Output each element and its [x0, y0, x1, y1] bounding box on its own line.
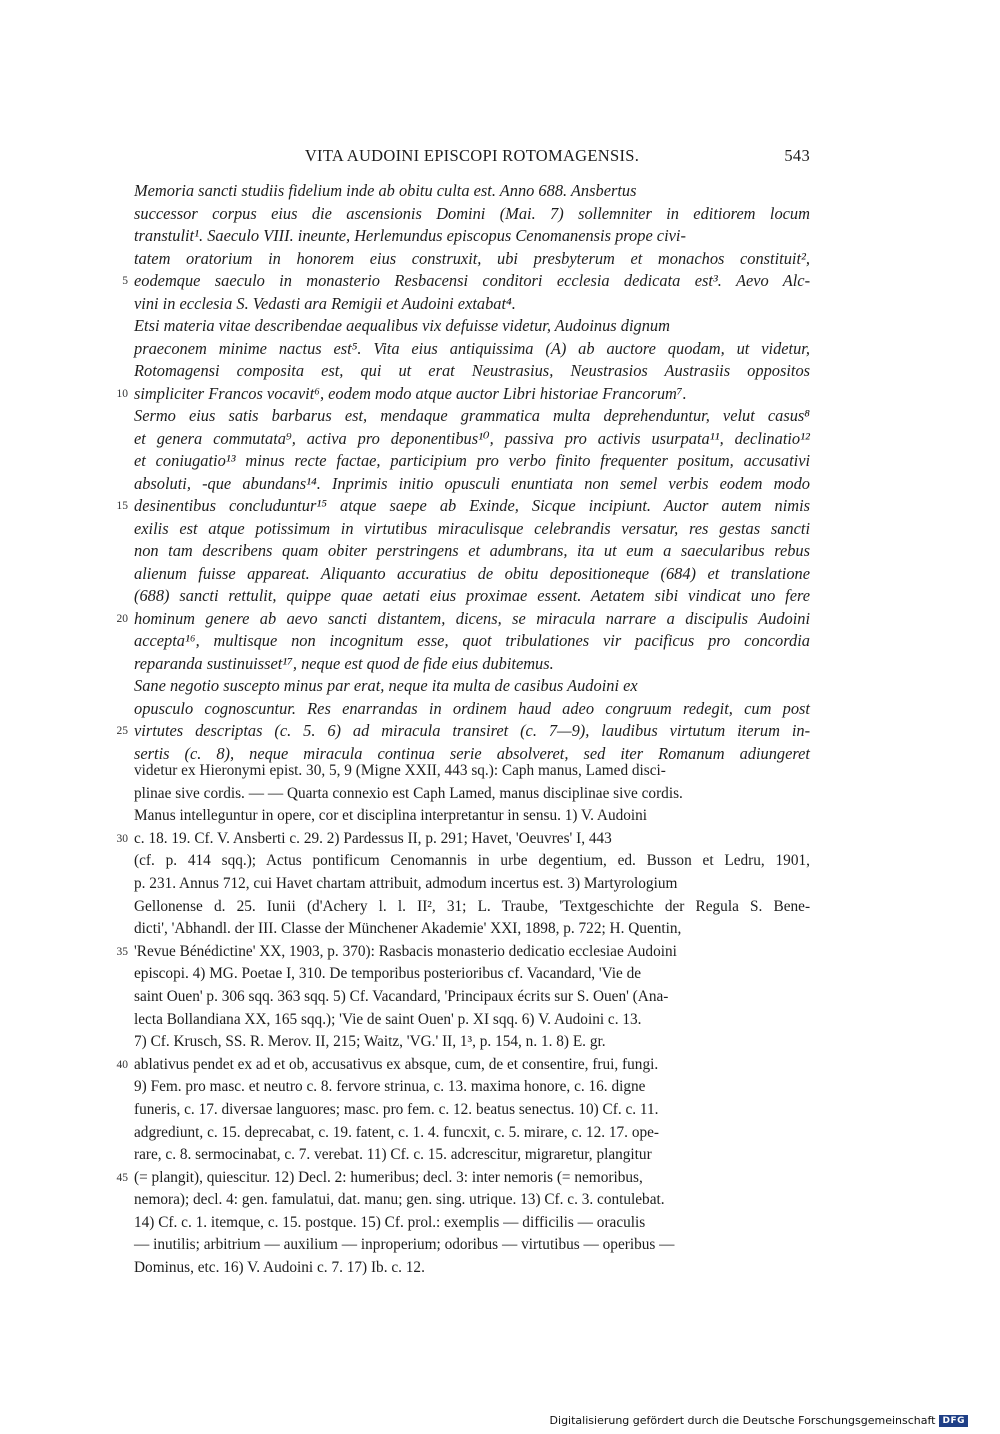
text-line [122, 270, 811, 293]
line-text: — inutilis; arbitrium — auxilium — inproperium; odoribus — virtutibus — operibus — [134, 1236, 675, 1254]
footnotes [116, 760, 811, 1280]
footnote-line [134, 850, 810, 873]
text-line [134, 180, 810, 203]
line-number: 25 [116, 725, 128, 737]
footnote-line [134, 918, 810, 941]
footnote-line [134, 805, 810, 828]
footnote-line [134, 1122, 810, 1145]
line-text: (688) sancti rettulit, quippe quae aetati eius proximae essent. Aetatem sibi vindicat uno fere [134, 586, 811, 605]
line-text: adgrediunt, c. 15. deprecabat, c. 19. fatent, c. 1. 4. funcxit, c. 5. mirare, c. 12. 17. ope- [134, 1123, 660, 1141]
footnote-line [134, 783, 810, 806]
line-text: praeconem minime nactus est⁵. Vita eius antiquissima (A) ab auctore quodam, ut videtur, [134, 338, 810, 358]
text-line [116, 383, 810, 406]
line-text: Sermo eius satis barbarus est, mendaque grammatica multa deprehenduntur, velut casus⁸ [134, 406, 810, 425]
line-text: tatem oratorium in honorem eius construxit, ubi presbyterum et monachos constituit², [134, 248, 811, 268]
footnote-line [134, 1009, 810, 1032]
text-line [134, 360, 810, 383]
line-text: nemora); decl. 4: gen. famulatui, dat. manu; gen. sing. utrique. 13) Cf. c. 3. contulebat. [134, 1191, 665, 1209]
line-text: Etsi materia vitae describendae aequalibus vix defuisse videtur, Audoinus dignum [134, 316, 670, 335]
text-line [134, 518, 810, 541]
line-text: plinae sive cordis. — — Quarta connexio est Caph Lamed, manus disciplinae sive cordis. [134, 784, 683, 802]
line-text: ablativus pendet ex ad et ob, accusativus ex absque, cum, de et consentire, frui, fungi. [134, 1055, 659, 1073]
line-text: simpliciter Francos vocavit⁶, eodem modo atque auctor Libri historiae Francorum⁷. [134, 383, 687, 403]
line-text: saint Ouen' p. 306 sqq. 363 sqq. 5) Cf. Vacandard, 'Principaux écrits sur S. Ouen' (Ana- [134, 987, 669, 1005]
text-line [134, 293, 810, 316]
footnote-line [134, 963, 810, 986]
footnote-line [116, 828, 810, 851]
main-text [116, 180, 811, 765]
line-text: Sane negotio suscepto minus par erat, neque ita multa de casibus Audoini ex [134, 676, 638, 695]
line-text: episcopi. 4) MG. Poetae I, 310. De temporibus posterioribus cf. Vacandard, 'Vie de [134, 965, 642, 983]
footnote-line [134, 1212, 810, 1235]
line-text: 14) Cf. c. 1. itemque, c. 15. postque. 15) Cf. prol.: exemplis — difficilis — oraculis [134, 1213, 646, 1231]
line-number: 5 [122, 275, 128, 287]
text-line [134, 653, 810, 676]
line-number: 35 [116, 945, 128, 958]
text-line [116, 608, 811, 631]
line-text: eodemque saeculo in monasterio Resbacensi conditori ecclesia dedicata est³. Aevo Alc- [134, 271, 811, 290]
line-text: desinentibus concluduntur¹⁵ atque saepe ab Exinde, Sicque incipiunt. Auctor autem nimis [134, 496, 811, 515]
line-text: 7) Cf. Krusch, SS. R. Merov. II, 215; Waitz, 'VG.' II, 1³, p. 154, n. 1. 8) E. gr. [134, 1033, 606, 1051]
line-text: Memoria sancti studiis fidelium inde ab obitu culta est. Anno 688. Ansbertus [134, 181, 637, 200]
line-text: accepta¹⁶, multisque non incognitum esse, quot tribulationes vir pacificus pro concordia [134, 631, 810, 650]
line-text: exilis est atque potissimum in virtutibus miraculisque celebrandis versatur, res gestas sancti [134, 518, 810, 538]
line-text: lecta Bollandiana XX, 165 sqq.); 'Vie de saint Ouen' p. XI sqq. 6) V. Audoini c. 13. [134, 1010, 642, 1028]
line-text: rare, c. 8. sermocinabat, c. 7. verebat. 11) Cf. c. 15. adcrescitur, migraretur, plangitur [134, 1146, 652, 1164]
footnote-line [134, 1031, 810, 1054]
line-text: (cf. p. 414 sqq.); Actus pontificum Cenomannis in urbe degentium, ed. Busson et Ledru, 1901, [134, 852, 810, 870]
line-text: funeris, c. 17. diversae languores; masc. pro fem. c. 12. beatus senectus. 10) Cf. c. 11. [134, 1100, 659, 1118]
line-text: 9) Fem. pro masc. et neutro c. 8. fervore strinua, c. 13. maxima honore, c. 16. digne [134, 1078, 646, 1096]
text-line [134, 585, 810, 608]
footnote-line [134, 1099, 810, 1122]
text-line [134, 225, 810, 248]
text-line [134, 315, 810, 338]
running-head [134, 146, 810, 170]
line-number: 30 [116, 832, 128, 845]
line-text: absoluti, -que abundans¹⁴. Inprimis initio opusculi enuntiata non semel verbis eodem modo [134, 473, 811, 493]
line-text: sertis (c. 8), neque miracula continua serie absolveret, sed iter Romanum adiungeret [134, 743, 810, 763]
footnote-line [134, 1257, 810, 1280]
footnote-line [134, 1076, 810, 1099]
text-line [134, 450, 810, 473]
text-line [134, 698, 810, 721]
line-text: Gellonense d. 25. Iunii (d'Achery l. l. II², 31; L. Traube, 'Textgeschichte der Regula S. Bene- [134, 897, 811, 915]
line-text: transtulit¹. Saeculo VIII. ineunte, Herlemundus episcopus Cenomanensis prope civi- [134, 226, 686, 245]
line-text: p. 231. Annus 712, cui Havet chartam attribuit, admodum incertus est. 3) Martyrologium [134, 874, 678, 892]
text-line [134, 203, 810, 226]
footnote-line [134, 1189, 810, 1212]
line-text: Rotomagensi composita est, qui ut erat Neustrasius, Neustrasios Austrasiis oppositos [134, 361, 811, 380]
text-line [134, 563, 810, 586]
line-number: 15 [116, 500, 128, 512]
line-text: (= plangit), quiescitur. 12) Decl. 2: humeribus; decl. 3: inter nemoris (= nemoribus, [134, 1168, 643, 1186]
footnote-line [134, 1234, 810, 1257]
line-text: successor corpus eius die ascensionis Domini (Mai. 7) sollemniter in editiorem locum [134, 203, 810, 223]
line-text: c. 18. 19. Cf. V. Ansberti c. 29. 2) Pardessus II, p. 291; Havet, 'Oeuvres' I, 443 [134, 829, 612, 847]
footnote-line [116, 1167, 810, 1190]
digitization-credit [550, 1414, 968, 1427]
text-line [134, 630, 810, 653]
line-text: et coniugatio¹³ minus recte factae, participium pro verbo finito frequenter positum, accusativi [134, 451, 811, 470]
page-number: 543 [784, 146, 810, 165]
line-text: Manus intelleguntur in opere, cor et disciplina interpretantur in sensu. 1) V. Audoini [134, 807, 648, 825]
text-line [134, 338, 810, 361]
line-number: 45 [116, 1171, 128, 1184]
text-line [134, 428, 810, 451]
line-text: alienum fuisse appareat. Aliquanto accuratius de obitu depositioneque (684) et translatione [134, 563, 810, 583]
line-number: 40 [116, 1058, 128, 1071]
line-text: vini in ecclesia S. Vedasti ara Remigii et Audoini extabat⁴. [134, 293, 516, 313]
line-text: dicti', 'Abhandl. der III. Classe der Münchener Akademie' XXI, 1898, p. 722; H. Quentin, [134, 920, 682, 938]
text-line [134, 248, 810, 271]
footnote-line [116, 1054, 810, 1077]
footnote-line [134, 896, 810, 919]
dfg-logo: DFG [939, 1415, 968, 1427]
footnote-line [134, 760, 810, 783]
line-text: opusculo cognoscuntur. Res enarrandas in ordinem haud adeo congruum redegit, cum post [134, 698, 810, 718]
credit-text: Digitalisierung gefördert durch die Deutsche Forschungsgemeinschaft [549, 1414, 936, 1427]
footnote-line [134, 1144, 810, 1167]
line-text: et genera commutata⁹, activa pro deponentibus¹⁰, passiva pro activis usurpata¹¹, declinatio¹² [134, 428, 810, 448]
text-line [116, 495, 811, 518]
line-text: Dominus, etc. 16) V. Audoini c. 7. 17) Ib. c. 12. [134, 1259, 425, 1277]
text-line [134, 473, 810, 496]
footnote-line [116, 941, 810, 964]
line-number: 10 [116, 387, 128, 400]
footnote-line [134, 873, 810, 896]
text-line [134, 675, 810, 698]
text-line [116, 720, 811, 743]
line-text: 'Revue Bénédictine' XX, 1903, p. 370): Rasbacis monasterio dedicatio ecclesiae Audoini [134, 942, 677, 960]
line-text: non tam describens quam obiter perstringens et adumbrans, ita ut eum a saecularibus rebus [134, 541, 811, 560]
text-line [134, 405, 810, 428]
line-text: hominum genere ab aevo sancti distantem, dicens, se miracula narrare a discipulis Audoini [134, 608, 811, 628]
running-title: VITA AUDOINI EPISCOPI ROTOMAGENSIS. [304, 146, 640, 165]
line-text: virtutes descriptas (c. 5. 6) ad miracula transiret (c. 7—9), laudibus virtutum iterum in- [134, 721, 811, 740]
line-text: videtur ex Hieronymi epist. 30, 5, 9 (Migne XXII, 443 sq.): Caph manus, Lamed disci- [134, 762, 666, 779]
line-text: reparanda sustinuisset¹⁷, neque est quod de fide eius dubitemus. [134, 653, 554, 673]
line-number: 20 [116, 612, 128, 625]
footnote-line [134, 986, 810, 1009]
text-line [134, 540, 810, 563]
